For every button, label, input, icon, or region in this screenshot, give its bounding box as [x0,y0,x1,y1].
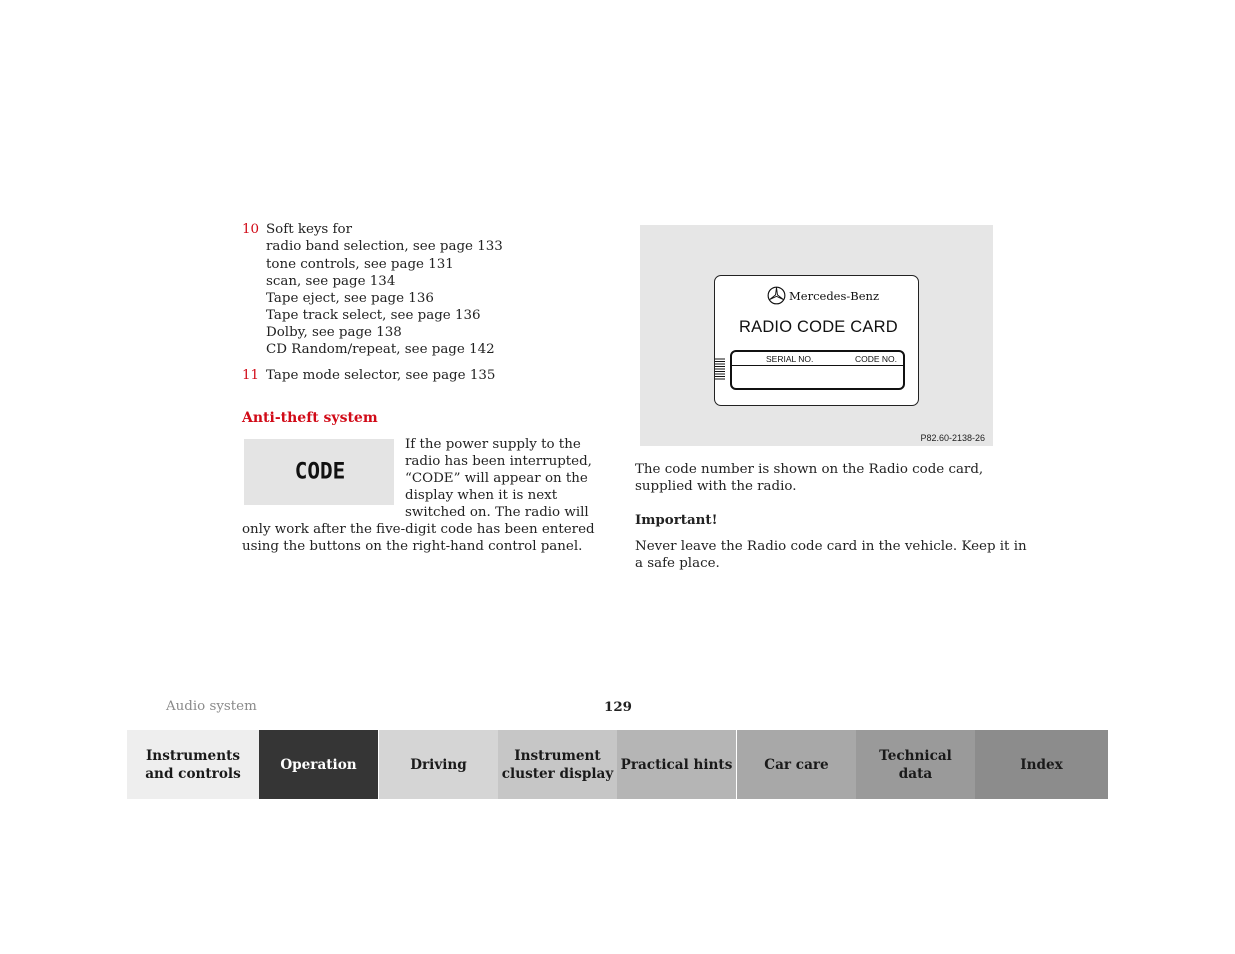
tab-label: Operation [280,756,357,773]
list-line: Dolby, see page 138 [266,325,402,340]
paragraph-line: Never leave the Radio code card in the vehicle. Keep it in [635,539,1027,554]
section-name: Audio system [166,699,257,714]
tab-instruments-and-controls[interactable] [127,730,259,799]
tab-label: Practical hints [620,756,733,773]
tab-car-care[interactable] [737,730,856,799]
list-line: scan, see page 134 [266,274,396,289]
figure-reference: P82.60-2138-26 [920,433,985,443]
paragraph-line: supplied with the radio. [635,479,797,494]
tab-label: Instrument [514,747,601,764]
item-number: 11 [242,368,260,383]
tab-instrument-cluster-display[interactable] [498,730,617,799]
tab-label: and controls [145,765,241,782]
code-display-image [244,439,394,505]
tab-label: Driving [410,756,467,773]
list-line: radio band selection, see page 133 [266,239,503,254]
serial-label: SERIAL NO. [766,354,814,364]
page-number: 129 [604,699,632,715]
section-heading: Anti-theft system [242,410,378,426]
brand-name: Mercedes-Benz [789,288,880,303]
tab-technical-data[interactable] [856,730,975,799]
paragraph-line: radio has been interrupted, [405,454,592,469]
list-line: tone controls, see page 131 [266,257,454,272]
paragraph-line: only work after the five-digit code has been entered [242,522,595,537]
paragraph-line: switched on. The radio will [405,505,589,520]
serial-code-box [730,350,905,390]
paragraph-line: “CODE” will appear on the [405,471,588,486]
paragraph-line: a safe place. [635,556,720,571]
paragraph-line: using the buttons on the right-hand control panel. [242,539,583,554]
display-code-text: CODE [294,458,346,484]
tab-label: Instruments [145,747,241,764]
radio-code-card-figure [640,225,993,446]
list-line: Tape mode selector, see page 135 [266,368,496,383]
list-line: Soft keys for [266,222,352,237]
paragraph-line: The code number is shown on the Radio code card, [635,462,984,477]
tab-label: Technical [879,747,952,764]
tab-practical-hints[interactable] [617,730,736,799]
list-line: CD Random/repeat, see page 142 [266,342,495,357]
paragraph-line: display when it is next [405,488,558,503]
list-line: Tape track select, see page 136 [266,308,481,323]
tab-label: data [898,765,933,782]
brand-logo [767,286,879,305]
item-number: 10 [242,222,260,237]
tab-index[interactable] [975,730,1108,799]
card-title: RADIO CODE CARD [739,318,898,336]
tab-label: Index [1020,756,1063,773]
radio-code-card [714,275,919,406]
tab-label: cluster display [501,765,614,782]
paragraph-line: If the power supply to the [405,437,581,452]
tab-operation[interactable] [259,730,378,799]
code-label: CODE NO. [854,354,897,364]
box-divider [732,365,903,366]
barcode-icon [715,358,725,380]
tab-label: Car care [764,756,829,773]
list-line: Tape eject, see page 136 [266,291,434,306]
mercedes-star-icon [767,286,786,305]
important-heading: Important! [635,512,718,528]
tab-driving[interactable] [379,730,498,799]
